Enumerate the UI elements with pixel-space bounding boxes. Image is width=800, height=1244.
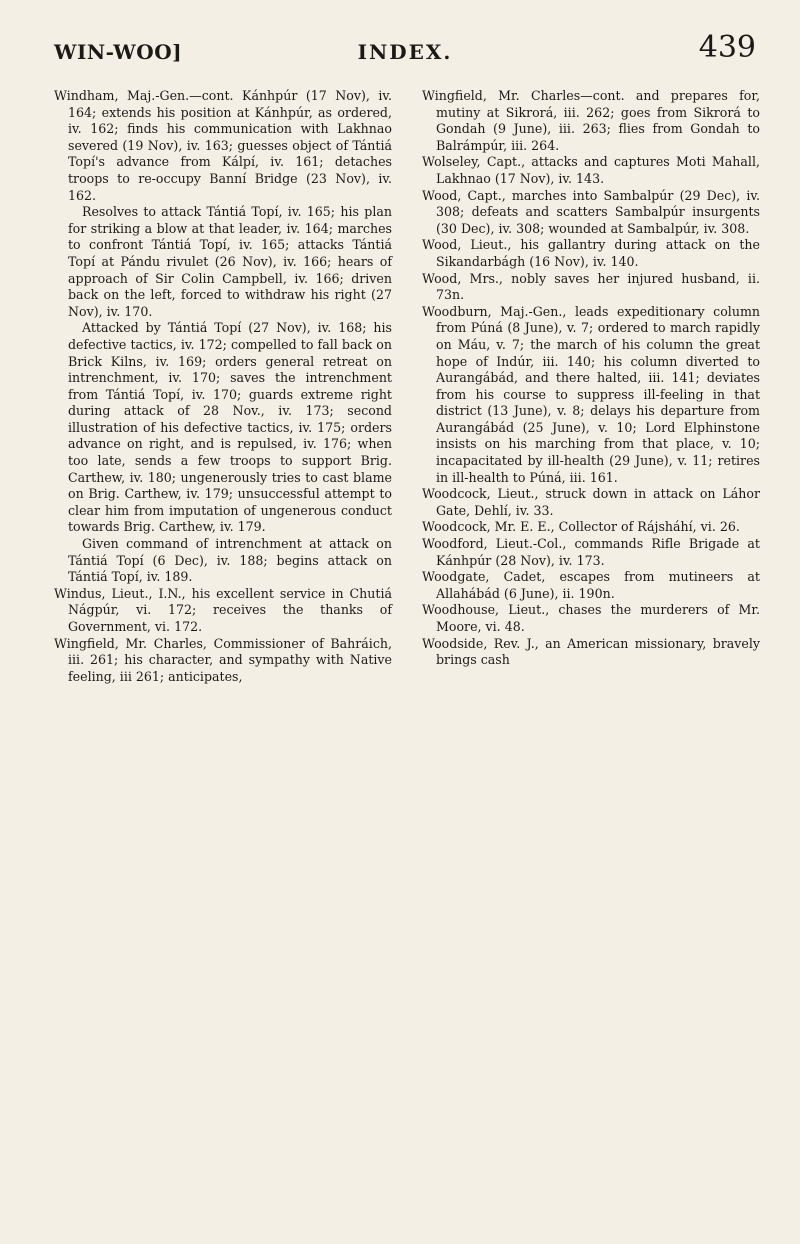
index-entry: Wolseley, Capt., attacks and captures Moti Mahall, Lakhnao (17 Nov), iv. 143. [422,154,760,186]
index-entry: Woodgate, Cadet, escapes from mutineers at Allahábád (6 June), ii. 190n. [422,569,760,601]
header-range: WIN-WOO] [54,40,183,64]
index-entry: Woodburn, Maj.-Gen., leads expeditionary column from Púná (8 June), v. 7; ordered to march rapidly on Máu, v. 7; the march of his column the great hope of Indúr, iii. 140; his column diverted to Aurangábád, and there halted, iii. 141; deviates from his course to suppress ill-feeling in that district (13 June), v. 8; delays his departure from Aurangábád (25 June), v. 10; Lord Elphinstone insists on his marching from that place, v. 10; incapacitated by ill-health (29 June), v. 11; retires in ill-health to Púná, iii. 161. [422,303,760,485]
index-subentry: Resolves to attack Tántiá Topí, iv. 165; his plan for striking a blow at that leader, iv. 164; marches to confront Tántiá Topí, iv. 165; attacks Tántiá Topí at Pándu rivulet (26 Nov), iv. 166; hears of approach of Sir Colin Campbell, iv. 166; driven back on the left, forced to withdraw his right (27 Nov), iv. 170. [68,204,392,319]
index-entry: Woodside, Rev. J., an American missionary, bravely brings cash [422,635,760,668]
index-entry: Wood, Capt., marches into Sambalpúr (29 Dec), iv. 308; defeats and scatters Sambalpúr insurgents (30 Dec), iv. 308; wounded at Sambalpúr, iv. 308. [422,187,760,236]
index-subentry: Given command of intrenchment at attack on Tántiá Topí (6 Dec), iv. 188; begins attack on Tántiá Topí, iv. 189. [68,536,392,585]
index-entry: Woodhouse, Lieut., chases the murderers of Mr. Moore, vi. 48. [422,602,760,634]
left-column [54,88,392,685]
index-entry: Wood, Lieut., his gallantry during attack on the Sikandarbágh (16 Nov), iv. 140. [422,237,760,269]
header-title: INDEX. [357,40,453,64]
page-number: 439 [698,30,756,65]
index-entry: Windus, Lieut., I.N., his excellent service in Chutiá Nágpúr, vi. 172; receives the thanks of Government, vi. 172. [54,585,392,634]
index-columns [54,88,760,1238]
index-entry: Wingfield, Mr. Charles, Commissioner of Bahráich, iii. 261; his character, and sympathy with Native feeling, iii 261; anticipates, [54,635,392,684]
index-entry: Woodcock, Lieut., struck down in attack on Láhor Gate, Dehlí, iv. 33. [422,486,760,518]
index-subentry: Attacked by Tántiá Topí (27 Nov), iv. 168; his defective tactics, iv. 172; compelled to fall back on Brick Kilns, iv. 169; orders general retreat on intrenchment, iv. 170; saves the intrenchment from Tántiá Topí, iv. 170; guards extreme right during attack of 28 Nov., iv. 173; second illustration of his defective tactics, iv. 175; orders advance on right, and is repulsed, iv. 176; when too late, sends a few troops to support Brig. Carthew, iv. 180; ungenerously tries to cast blame on Brig. Carthew, iv. 179; unsuccessful attempt to clear him from imputation of ungenerous conduct towards Brig. Carthew, iv. 179. [68,320,392,535]
running-header [54,30,756,74]
index-entry: Wingfield, Mr. Charles—cont. and prepares for, mutiny at Sikrorá, iii. 262; goes from Sikrorá to Gondah (9 June), iii. 263; flies from Gondah to Balrámpúr, iii. 264. [422,88,760,153]
right-column [422,88,760,669]
index-entry: Woodford, Lieut.-Col., commands Rifle Brigade at Kánhpúr (28 Nov), iv. 173. [422,536,760,568]
index-entry: Wood, Mrs., nobly saves her injured husband, ii. 73n. [422,270,760,303]
index-entry: Woodcock, Mr. E. E., Collector of Rájsháhí, vi. 26. [422,519,740,535]
index-entry: Windham, Maj.-Gen.—cont. Kánhpúr (17 Nov), iv. 164; extends his position at Kánhpúr, as ordered, iv. 162; finds his communication with Lakhnao severed (19 Nov), iv. 163; guesses object of Tántiá Topí's advance from Kálpí, iv. 161; detaches troops to re-occupy Banní Bridge (23 Nov), iv. 162. [54,88,392,203]
